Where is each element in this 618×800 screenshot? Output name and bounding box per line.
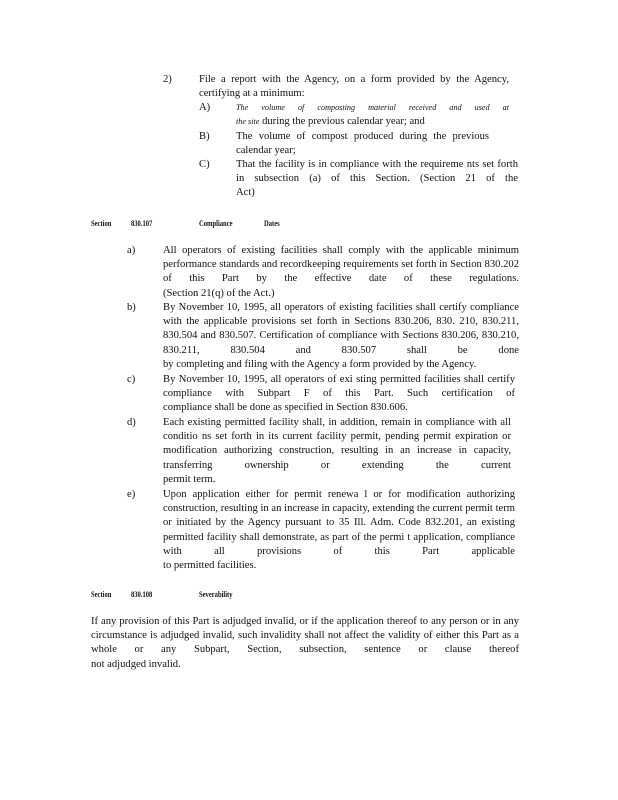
subitem-a-marker: A) [199,102,211,113]
item-a-marker: a) [127,245,136,256]
item-d-text: Each existing permitted facility shall, in addition, remain in compliance with all conditio ns set forth in its current facility permit, pending permit expiration or modification authorizing construction, resulting in an increase in capacity, transferring ownership or extending the current permit term. [163,417,512,485]
item-e-text: Upon application either for permit renewa l or for modification authorizing construction, resulting in an increase in capacity, extending the current permit term or initiated by the Agency pursuant to 35 Ill. Adm. Code 832.201, an existing permitted facility shall demonstrate, as part of the permi t application, compliance with all provisions of this Part applicable to permitted facilities. [163,489,516,572]
severability-text: If any provision of this Part is adjudged invalid, or if the application thereof to any person or in any circumstance is adjudged invalid, such invalidity shall not affect the validity of either this Part as a whole or any Subpart, Section, subsection, sentence or clause thereof not adjudged invalid. [91,616,519,670]
section-108-title: Severability [199,590,233,599]
section-108-label: Section [91,590,112,599]
section-107-label: Section [91,219,112,228]
subitem-b-marker: B) [199,131,210,142]
section-107-title-2: Dates [264,219,280,228]
section-107-number: 830.107 [131,219,153,228]
item-2-text: File a report with the Agency, on a form provided by the Agency, certifying at a minimum: [199,74,509,100]
item-b-text: By November 10, 1995, all operators of existing facilities shall certify compliance with the applicable provisions set forth in Sections 830.206, 830. 210, 830.211, 830.504 and 830.507. Certification of compliance with Sections 830.206, 830.210, 830.211, 830.504 and 830.507 shall be done by completing and filing with the Agency a form provided by the Agency. [163,302,520,370]
item-2-marker: 2) [163,74,172,85]
item-e-marker: e) [127,489,136,500]
section-108-number: 830.108 [131,590,153,599]
item-a-text: All operators of existing facilities shall comply with the applicable minimum performance standards and recordkeeping requirements set forth in Section 830.202 of this Part by the effective date of these regulations. (Section 21(q) of the Act.) [163,245,519,299]
section-107-title-1: Compliance [199,219,233,228]
subitem-c-text: That the facility is in compliance with the requireme nts set forth in subsection (a) of this Section. (Section 21 of the Act) [236,159,518,199]
item-d-marker: d) [127,417,136,428]
item-c-marker: c) [127,374,136,385]
item-c-text: By November 10, 1995, all operators of exi sting permitted facilities shall certify compliance with Subpart F of this Part. Such certification of compliance shall be done as specified in Section 830.606. [163,374,515,414]
subitem-c-marker: C) [199,159,210,170]
subitem-a-text: The volume of composting material received and used at the site during the previous calendar year; and [236,103,509,128]
subitem-b-text: The volume of compost produced during the previous calendar year; [236,131,489,157]
item-b-marker: b) [127,302,136,313]
